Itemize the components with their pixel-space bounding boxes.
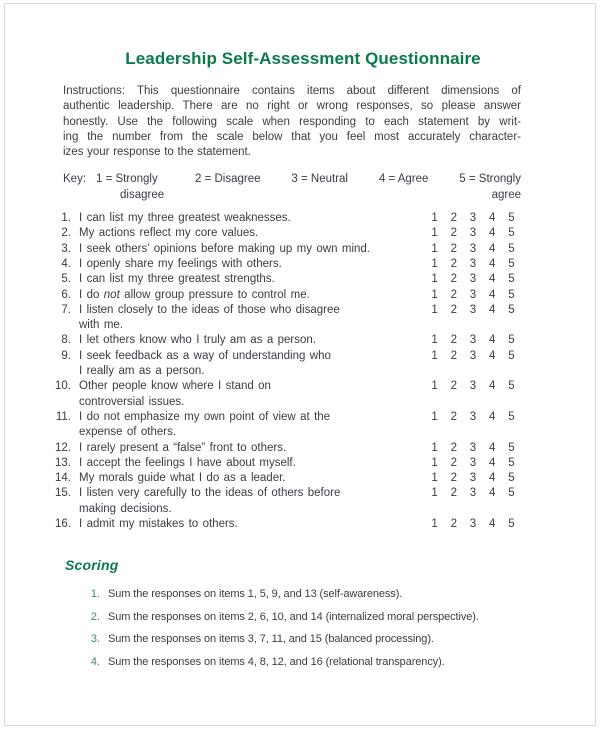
rating-value[interactable]: 5 — [508, 441, 515, 454]
key-option — [96, 172, 164, 203]
rating-value[interactable]: 2 — [450, 518, 457, 531]
rating-value[interactable]: 3 — [469, 288, 477, 301]
rating-value[interactable]: 1 — [431, 273, 438, 286]
rating-value[interactable]: 4 — [488, 303, 496, 316]
item-rating-scale — [425, 410, 521, 425]
item-rating-scale — [425, 211, 521, 226]
rating-value[interactable]: 5 — [508, 518, 515, 531]
rating-value[interactable]: 5 — [508, 257, 515, 270]
rating-value[interactable]: 2 — [450, 273, 457, 286]
rating-value[interactable]: 2 — [450, 334, 457, 347]
rating-value[interactable]: 2 — [450, 441, 457, 454]
key-option-text: 3 = Neutral — [291, 173, 348, 186]
rating-value[interactable]: 1 — [431, 242, 438, 255]
item-text — [79, 441, 417, 456]
scoring-item-row — [63, 632, 521, 647]
item-number: 11. — [55, 410, 71, 423]
rating-value[interactable]: 1 — [431, 303, 438, 316]
rating-value[interactable]: 1 — [431, 441, 438, 454]
rating-value[interactable]: 5 — [508, 273, 515, 286]
scoring-item-number: 4. — [90, 655, 100, 668]
item-rating-scale — [425, 288, 521, 303]
item-text — [79, 349, 417, 380]
item-rating-scale — [425, 242, 521, 257]
item-text-line: expense of others. — [79, 426, 177, 439]
questionnaire-item-row — [39, 242, 521, 257]
questionnaire-item-row — [39, 272, 521, 287]
key-option-wrap-text: agree — [491, 188, 521, 201]
rating-value[interactable]: 5 — [508, 212, 515, 225]
item-text — [79, 486, 417, 517]
item-number: 13. — [55, 456, 71, 469]
item-text — [79, 456, 417, 471]
document-page — [4, 3, 596, 726]
item-text — [79, 303, 417, 334]
rating-value[interactable]: 3 — [469, 303, 477, 316]
rating-value[interactable]: 3 — [469, 472, 477, 485]
item-number: 8. — [61, 334, 71, 347]
rating-value[interactable]: 4 — [488, 487, 496, 500]
key-option-text: 5 = Strongly — [459, 173, 521, 186]
questionnaire-item-row — [39, 441, 521, 456]
rating-value[interactable]: 2 — [450, 472, 457, 485]
item-rating-scale — [425, 441, 521, 456]
response-key — [63, 172, 521, 203]
rating-value[interactable]: 5 — [508, 242, 515, 255]
questionnaire-item-row — [39, 379, 521, 410]
rating-value[interactable]: 5 — [508, 288, 515, 301]
item-text-line: My actions reflect my core values. — [79, 227, 259, 240]
item-number: 7. — [61, 303, 71, 316]
key-option — [195, 172, 261, 203]
rating-value[interactable]: 2 — [450, 257, 457, 270]
item-text-italic-word: not — [103, 288, 120, 301]
rating-value[interactable]: 5 — [508, 334, 515, 347]
rating-value[interactable]: 4 — [488, 227, 496, 240]
item-rating-scale — [425, 272, 521, 287]
item-rating-scale — [425, 257, 521, 272]
questionnaire-item-row — [39, 471, 521, 486]
key-option-text: 1 = Strongly — [96, 173, 158, 186]
questionnaire-items — [55, 211, 521, 532]
item-text-line: I seek others’ opinions before making up my own mind. — [79, 242, 370, 255]
rating-value[interactable]: 4 — [488, 242, 496, 255]
rating-value[interactable]: 3 — [469, 349, 477, 362]
questionnaire-item-row — [39, 517, 521, 532]
item-text-line: I really am as a person. — [79, 365, 205, 378]
key-option — [291, 172, 348, 203]
scoring-heading: Scoring — [65, 557, 119, 574]
item-number: 15. — [55, 487, 71, 500]
scoring-item-text: Sum the responses on items 1, 5, 9, and 13 (self-awareness). — [108, 588, 403, 601]
rating-value[interactable]: 1 — [431, 456, 438, 469]
rating-value[interactable]: 4 — [488, 288, 496, 301]
item-rating-scale — [425, 226, 521, 241]
questionnaire-item-row — [39, 410, 521, 441]
rating-value[interactable]: 2 — [450, 456, 457, 469]
instructions-line: ing the number from the scale below that you feel most accurately character- — [63, 130, 521, 143]
item-number: 16. — [55, 518, 71, 531]
rating-value[interactable]: 1 — [431, 212, 438, 225]
instructions-line: honestly. Use the following scale when responding to each statement by writ- — [63, 115, 521, 128]
item-rating-scale — [425, 456, 521, 471]
item-text — [79, 211, 417, 226]
scoring-item-text: Sum the responses on items 4, 8, 12, and 16 (relational transparency). — [108, 655, 445, 668]
rating-value[interactable]: 4 — [488, 410, 496, 423]
scoring-item-number: 2. — [90, 610, 100, 623]
rating-value[interactable]: 5 — [508, 349, 515, 362]
rating-value[interactable]: 5 — [508, 410, 515, 423]
scoring-list — [63, 587, 521, 670]
item-number: 9. — [61, 349, 71, 362]
item-number: 10. — [55, 380, 71, 393]
rating-value[interactable]: 3 — [469, 441, 477, 454]
scoring-item-number: 1. — [90, 588, 100, 601]
rating-value[interactable]: 4 — [488, 456, 496, 469]
rating-value[interactable]: 3 — [469, 212, 477, 225]
item-number: 2. — [61, 227, 71, 240]
questionnaire-item-row — [39, 303, 521, 334]
rating-value[interactable]: 1 — [431, 288, 438, 301]
item-text-line: making decisions. — [79, 502, 172, 515]
rating-value[interactable]: 4 — [488, 212, 496, 225]
item-rating-scale — [425, 303, 521, 318]
item-rating-scale — [425, 471, 521, 486]
item-text-line: I can list my three greatest weaknesses. — [79, 212, 291, 225]
rating-value[interactable]: 4 — [488, 441, 496, 454]
rating-value[interactable]: 3 — [469, 410, 477, 423]
item-number: 3. — [61, 242, 71, 255]
item-text-line: with me. — [79, 319, 124, 332]
item-number: 14. — [55, 472, 71, 485]
item-text — [79, 242, 417, 257]
item-text — [79, 517, 417, 532]
item-text-part: I do — [79, 288, 104, 301]
rating-value[interactable]: 3 — [469, 487, 477, 500]
item-text — [79, 272, 417, 287]
item-text-part: allow group pressure to control me. — [119, 288, 310, 301]
item-text-line — [79, 288, 417, 303]
rating-value[interactable]: 3 — [469, 518, 477, 531]
rating-value[interactable]: 2 — [450, 349, 457, 362]
rating-value[interactable]: 5 — [508, 456, 515, 469]
rating-value[interactable]: 4 — [488, 380, 496, 393]
rating-value[interactable]: 1 — [431, 380, 438, 393]
rating-value[interactable]: 4 — [488, 518, 496, 531]
item-text-line: I accept the feelings I have about myself. — [79, 456, 296, 469]
item-rating-scale — [425, 333, 521, 348]
questionnaire-item-row — [39, 226, 521, 241]
item-text — [79, 471, 417, 486]
scoring-item-row — [63, 610, 521, 625]
rating-value[interactable]: 4 — [488, 334, 496, 347]
key-label: Key: — [63, 173, 87, 186]
key-option-wrap-text: disagree — [120, 188, 165, 201]
rating-value[interactable]: 2 — [450, 303, 457, 316]
rating-value[interactable]: 5 — [508, 472, 515, 485]
item-text-line: Other people know where I stand on — [79, 380, 271, 393]
item-number: 6. — [61, 288, 71, 301]
rating-value[interactable]: 2 — [450, 487, 457, 500]
rating-value[interactable]: 3 — [469, 456, 477, 469]
rating-value[interactable]: 1 — [431, 518, 438, 531]
questionnaire-item-row — [39, 349, 521, 380]
rating-value[interactable]: 1 — [431, 227, 438, 240]
item-text — [79, 410, 417, 441]
scoring-item-row — [63, 655, 521, 670]
questionnaire-item-row — [39, 288, 521, 303]
questionnaire-item-row — [39, 257, 521, 272]
rating-value[interactable]: 5 — [508, 487, 515, 500]
item-number: 5. — [61, 273, 71, 286]
item-number: 1. — [61, 212, 71, 225]
item-text — [79, 226, 417, 241]
rating-value[interactable]: 3 — [469, 334, 477, 347]
rating-value[interactable]: 5 — [508, 303, 515, 316]
rating-value[interactable]: 3 — [469, 380, 477, 393]
scoring-item-text: Sum the responses on items 2, 6, 10, and 14 (internalized moral perspective). — [108, 610, 479, 623]
scoring-item-text: Sum the responses on items 3, 7, 11, and 15 (balanced processing). — [108, 633, 434, 646]
rating-value[interactable]: 3 — [469, 242, 477, 255]
item-text-line: I listen very carefully to the ideas of others before — [79, 487, 341, 500]
rating-value[interactable]: 2 — [450, 288, 457, 301]
rating-value[interactable]: 4 — [488, 273, 496, 286]
item-rating-scale — [425, 517, 521, 532]
instructions-line: Instructions: This questionnaire contains items about different dimensions of — [63, 85, 521, 97]
item-text-line: I openly share my feelings with others. — [79, 257, 282, 270]
item-text-line: I let others know who I truly am as a person. — [79, 334, 316, 347]
questionnaire-item-row — [39, 333, 521, 348]
rating-value[interactable]: 3 — [469, 273, 477, 286]
rating-value[interactable]: 1 — [431, 472, 438, 485]
item-text-line: My morals guide what I do as a leader. — [79, 472, 286, 485]
rating-value[interactable]: 1 — [431, 257, 438, 270]
key-options — [96, 172, 521, 203]
rating-value[interactable]: 2 — [450, 212, 457, 225]
item-text-line: I listen closely to the ideas of those who disagree — [79, 303, 340, 316]
page-title: Leadership Self-Assessment Questionnaire — [125, 49, 481, 68]
instructions-line: izes your response to the statement. — [63, 146, 251, 159]
questionnaire-item-row — [39, 211, 521, 226]
rating-value[interactable]: 2 — [450, 380, 457, 393]
page-content — [55, 4, 521, 677]
item-text — [79, 288, 417, 303]
item-text-line: I admit my mistakes to others. — [79, 518, 238, 531]
scoring-item-number: 3. — [90, 633, 100, 646]
item-text-line: controversial issues. — [79, 395, 185, 408]
rating-value[interactable]: 1 — [431, 334, 438, 347]
item-text-line: I seek feedback as a way of understanding who — [79, 349, 331, 362]
rating-value[interactable]: 5 — [508, 380, 515, 393]
questionnaire-item-row — [39, 486, 521, 517]
item-number: 12. — [55, 441, 71, 454]
item-number: 4. — [61, 257, 71, 270]
instructions-paragraph — [63, 84, 521, 160]
rating-value[interactable]: 4 — [488, 257, 496, 270]
item-text — [79, 379, 417, 410]
item-rating-scale — [425, 379, 521, 394]
item-text — [79, 257, 417, 272]
rating-value[interactable]: 1 — [431, 487, 438, 500]
rating-value[interactable]: 5 — [508, 227, 515, 240]
rating-value[interactable]: 2 — [450, 242, 457, 255]
key-option-text: 2 = Disagree — [195, 173, 261, 186]
item-text-line: I do not emphasize my own point of view at the — [79, 410, 331, 423]
rating-value[interactable]: 1 — [431, 410, 438, 423]
rating-value[interactable]: 4 — [488, 349, 496, 362]
rating-value[interactable]: 3 — [469, 257, 477, 270]
item-text — [79, 333, 417, 348]
item-rating-scale — [425, 486, 521, 501]
instructions-line: authentic leadership. There are no right or wrong responses, so please answer — [63, 100, 521, 113]
key-option — [459, 172, 521, 203]
rating-value[interactable]: 3 — [469, 227, 477, 240]
rating-value[interactable]: 2 — [450, 410, 457, 423]
rating-value[interactable]: 4 — [488, 472, 496, 485]
rating-value[interactable]: 1 — [431, 349, 438, 362]
item-rating-scale — [425, 349, 521, 364]
item-text-line: I rarely present a “false” front to others. — [79, 441, 287, 454]
rating-value[interactable]: 2 — [450, 227, 457, 240]
key-option-text: 4 = Agree — [378, 173, 429, 186]
scoring-item-row — [63, 587, 521, 602]
key-option — [379, 172, 429, 203]
questionnaire-item-row — [39, 456, 521, 471]
item-text-line: I can list my three greatest strengths. — [79, 273, 275, 286]
